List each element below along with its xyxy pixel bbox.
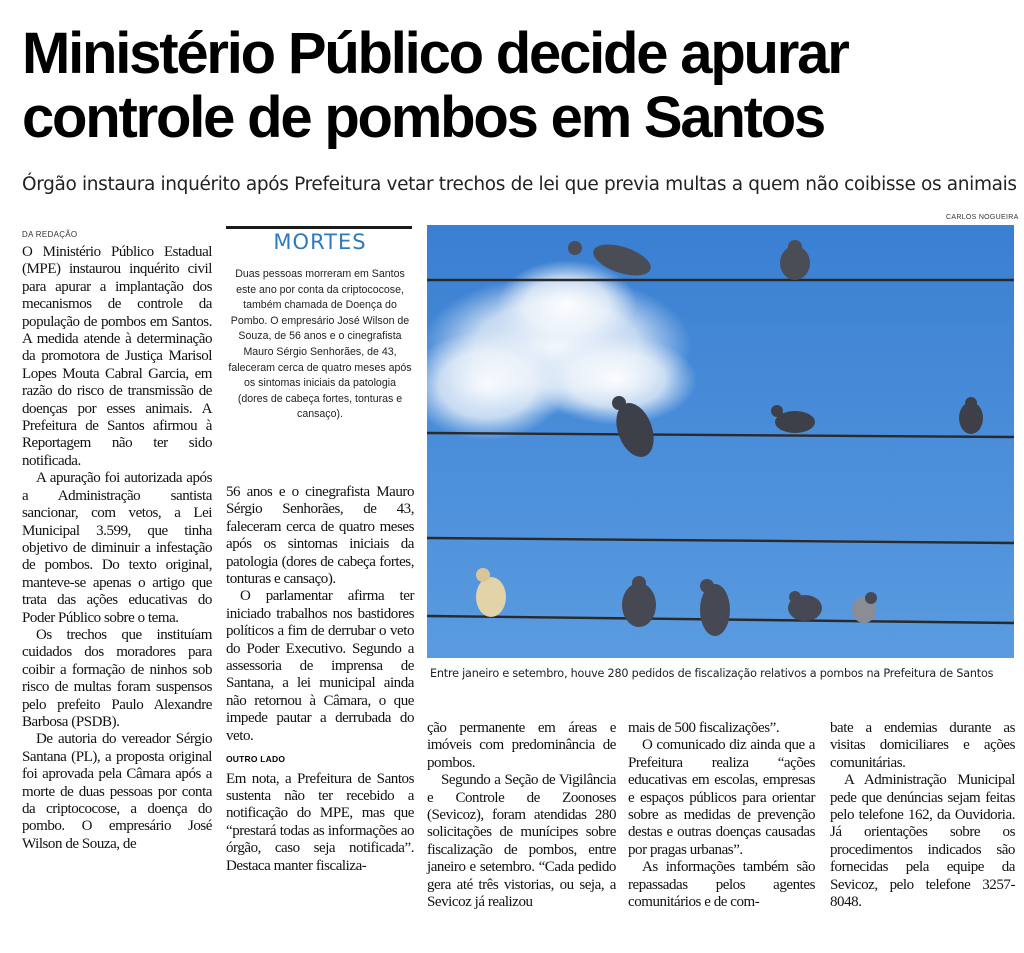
paragraph: A apuração foi autorizada após a Administração santista sancionar, com vetos, a Lei Municipal 3.599, que tinha objetivo de diminuir a infestação de pombos. Do texto original, manteve-se apenas o artigo que trata das ações educativas do Poder Público sobre o tema. (22, 470, 212, 626)
paragraph: O parlamentar afirma ter iniciado trabalhos nos bastidores políticos a fim de derrubar o veto do Poder Executivo. Segundo a assessoria de imprensa de Santana, a lei municipal ainda não retornou à Câmara, o que impede pautar a derrubada do veto. (226, 588, 414, 744)
paragraph: mais de 500 fiscalizações”. (628, 720, 780, 736)
sidebar-title: MORTES (273, 230, 367, 254)
paragraph: 56 anos e o cinegrafista Mauro Sérgio Senhorães, de 43, faleceram cerca de quatro meses após os sintomas iniciais da patologia (dores de cabeça fortes, tonturas e cansaço). (226, 484, 414, 588)
section-label-outro-lado: OUTRO LADO (226, 754, 286, 765)
paragraph: Os trechos que instituíam cuidados dos moradores para coibir a formação de ninhos sob risco de multas foram suspensos pelo prefeito Paulo Alexandre Barbosa (PSDB). (22, 626, 212, 730)
paragraph: ção permanente em áreas e imóveis com predominância de pombos. (427, 720, 616, 771)
subheadline: Órgão instaura inquérito após Prefeitura vetar trechos de lei que previa multas a quem não coibisse os animais (22, 174, 1017, 195)
article-column-1 (22, 244, 212, 853)
paragraph: O Ministério Público Estadual (MPE) instaurou inquérito civil para apurar a implantação dos mecanismos de controle da população de pombos em Santos. A medida atende à determinação da promotora de Justiça Marisol Lopes Mouta Cabral Garcia, em razão do risco de transmissão de doenças por esses animais. A Prefeitura de Santos afirmou à Reportagem não ter sido notificada. (22, 244, 212, 469)
photo-credit: CARLOS NOGUEIRA (946, 214, 1019, 221)
sidebar-text: Duas pessoas morreram em Santos este ano por conta da criptococose, também chamada de Doença do Pombo. O empresário José Wilson de Souza, de 56 anos e o cinegrafista Mauro Sérgio Senhorães, de 43, faleceram cerca de quatro meses após os sintomas iniciais da patologia (dores de cabeça fortes, tonturas e cansaço). (228, 268, 412, 421)
photo-caption: Entre janeiro e setembro, houve 280 pedidos de fiscalização relativos a pombos na Prefeitura de Santos (430, 667, 994, 680)
paragraph: De autoria do vereador Sérgio Santana (PL), a proposta original foi aprovada pela Câmara após a morte de duas pessoas por conta da criptococose, a doença do pombo. O empresário José Wilson de Souza, de (22, 731, 212, 852)
article-column-3 (427, 720, 616, 911)
article-column-2 (226, 484, 414, 875)
byline: DA REDAÇÃO (22, 230, 78, 239)
sidebar-rule (226, 226, 412, 229)
paragraph: O comunicado diz ainda que a Prefeitura realiza “ações educativas em escolas, empresas e espaços públicos para orientar sobre as medidas de prevenção destas e outras doenças causadas por pragas urbanas”. (628, 737, 815, 858)
article-column-5 (830, 720, 1015, 911)
paragraph: bate a endemias durante as visitas domiciliares e ações comunitárias. (830, 720, 1015, 771)
pigeons-on-wires-image (427, 225, 1014, 658)
article-column-4 (628, 720, 815, 911)
headline: Ministério Público decide apurar controle de pombos em Santos (22, 21, 848, 150)
paragraph: Segundo a Seção de Vigilância e Controle de Zoonoses (Sevicoz), foram atendidas 280 solicitações de munícipes sobre fiscalização de pombos, entre janeiro e setembro. “Cada pedido gera até três vistorias, ou seja, a Sevicoz já realizou (427, 772, 616, 911)
paragraph: A Administração Municipal pede que denúncias sejam feitas pelo telefone 162, da Ouvidoria. Já orientações sobre os procedimentos indicados são fornecidas pela equipe da Sevicoz, pelo telefone 3257-8048. (830, 772, 1015, 911)
pigeons-photo (427, 225, 1014, 658)
paragraph: As informações também são repassadas pelos agentes comunitários e de com- (628, 859, 815, 911)
paragraph: Em nota, a Prefeitura de Santos sustenta não ter recebido a notificação do MPE, mas que “prestará todas as informações ao órgão, caso seja notificada”. Destaca manter fiscaliza- (226, 770, 414, 874)
